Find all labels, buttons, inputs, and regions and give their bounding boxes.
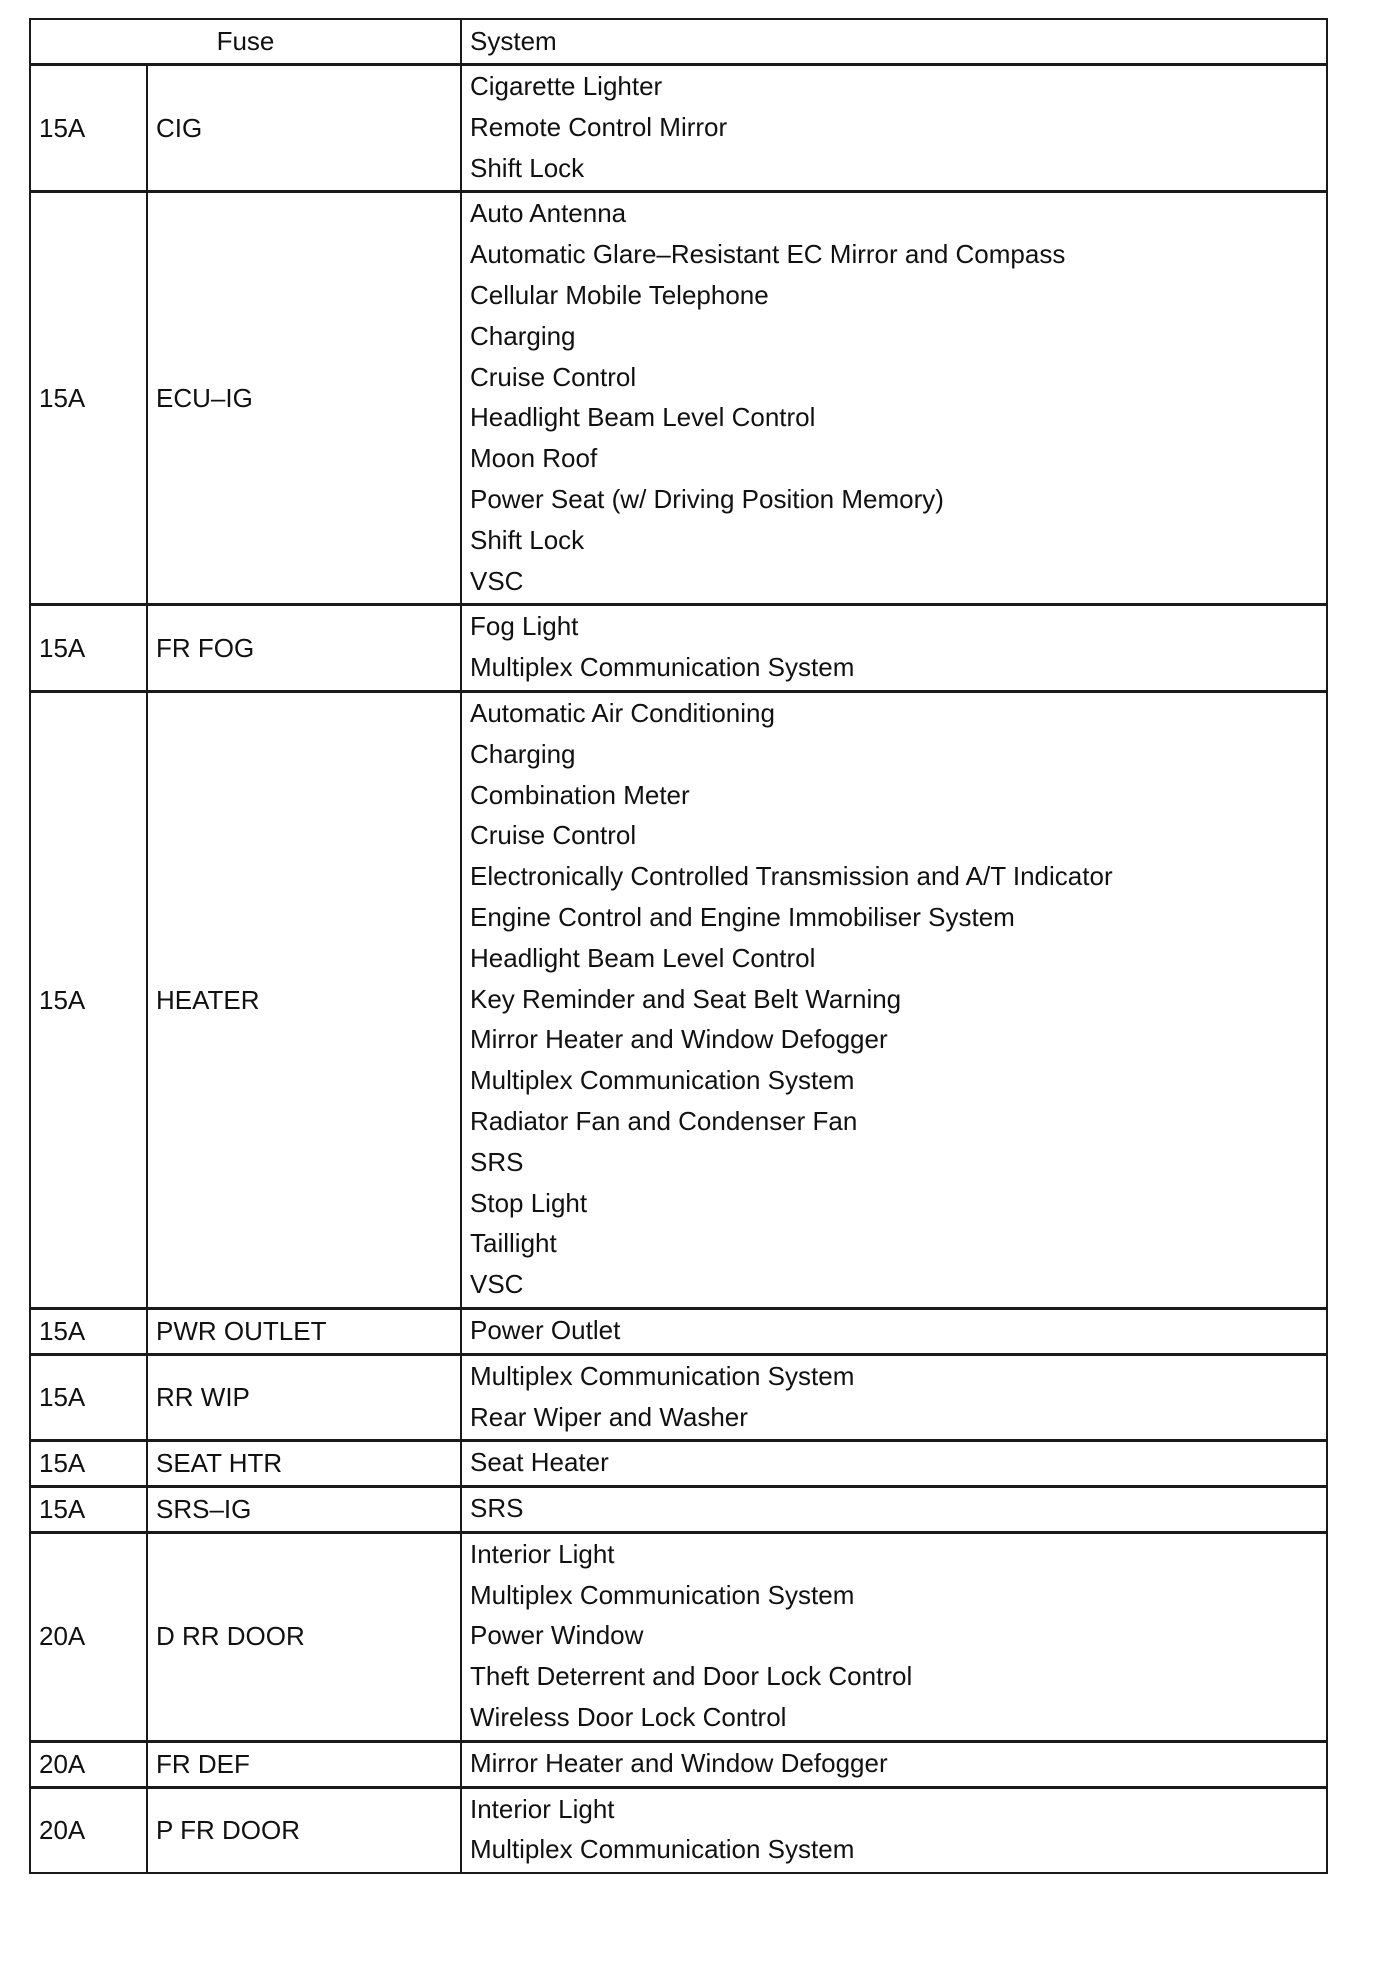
system-item: Electronically Controlled Transmission and A/T Indicator	[470, 861, 1113, 892]
fuse-name: SEAT HTR	[147, 1441, 461, 1487]
table-row	[30, 192, 1327, 605]
fuse-name: D RR DOOR	[147, 1532, 461, 1741]
table-row	[30, 1441, 1327, 1487]
system-item: Automatic Air Conditioning	[470, 697, 775, 728]
system-item: Remote Control Mirror	[470, 111, 728, 142]
table-row	[30, 1741, 1327, 1787]
system-item: Power Seat (w/ Driving Position Memory)	[470, 483, 944, 514]
system-item: Cruise Control	[470, 820, 637, 851]
system-item: VSC	[470, 565, 524, 596]
system-item: Cellular Mobile Telephone	[470, 279, 769, 310]
system-item: Key Reminder and Seat Belt Warning	[470, 983, 902, 1014]
system-item: Combination Meter	[470, 779, 690, 810]
table-body	[30, 65, 1327, 1874]
system-item: Interior Light	[470, 1793, 615, 1824]
table-row	[30, 691, 1327, 1308]
fuse-amperage: 20A	[30, 1532, 147, 1741]
system-item: Power Window	[470, 1620, 644, 1651]
system-item: Multiplex Communication System	[470, 1065, 855, 1096]
table-row	[30, 1354, 1327, 1441]
system-item: Multiplex Communication System	[470, 1834, 855, 1865]
fuse-amperage: 15A	[30, 1487, 147, 1533]
fuse-name: ECU–IG	[147, 192, 461, 605]
system-item: Mirror Heater and Window Defogger	[470, 1747, 888, 1778]
table-row	[30, 605, 1327, 692]
fuse-systems	[461, 1308, 1327, 1354]
system-item: Moon Roof	[470, 443, 598, 474]
fuse-name: PWR OUTLET	[147, 1308, 461, 1354]
system-item: Charging	[470, 320, 576, 351]
fuse-amperage: 15A	[30, 691, 147, 1308]
fuse-name: FR DEF	[147, 1741, 461, 1787]
fuse-amperage: 15A	[30, 1441, 147, 1487]
table-header	[30, 19, 1327, 65]
fuse-amperage: 20A	[30, 1741, 147, 1787]
system-item: Stop Light	[470, 1187, 588, 1218]
fuse-systems	[461, 605, 1327, 692]
fuse-amperage: 15A	[30, 1308, 147, 1354]
system-column-header: System	[461, 19, 1327, 65]
table-row	[30, 1532, 1327, 1741]
fuse-amperage: 15A	[30, 1354, 147, 1441]
system-item: Power Outlet	[470, 1314, 621, 1345]
system-item: Taillight	[470, 1228, 557, 1259]
fuse-systems	[461, 1741, 1327, 1787]
system-item: Headlight Beam Level Control	[470, 942, 816, 973]
system-item: Radiator Fan and Condenser Fan	[470, 1105, 858, 1136]
fuse-name: CIG	[147, 65, 461, 192]
fuse-systems	[461, 192, 1327, 605]
table-row	[30, 1308, 1327, 1354]
system-item: Wireless Door Lock Control	[470, 1702, 787, 1733]
system-item: VSC	[470, 1269, 524, 1300]
fuse-systems	[461, 1787, 1327, 1873]
system-item: Seat Heater	[470, 1447, 609, 1478]
fuse-column-header: Fuse	[30, 19, 461, 65]
system-item: Multiplex Communication System	[470, 1579, 855, 1610]
fuse-systems	[461, 691, 1327, 1308]
system-item: Shift Lock	[470, 152, 585, 183]
system-item: Multiplex Communication System	[470, 1360, 855, 1391]
fuse-amperage: 15A	[30, 192, 147, 605]
table-row	[30, 1487, 1327, 1533]
system-item: Cruise Control	[470, 361, 637, 392]
system-item: Multiplex Communication System	[470, 652, 855, 683]
system-item: Mirror Heater and Window Defogger	[470, 1024, 888, 1055]
fuse-systems	[461, 65, 1327, 192]
system-item: Headlight Beam Level Control	[470, 402, 816, 433]
header-row	[30, 19, 1327, 65]
fuse-systems	[461, 1487, 1327, 1533]
system-item: Rear Wiper and Washer	[470, 1401, 748, 1432]
table-row	[30, 1787, 1327, 1873]
system-item: SRS	[470, 1493, 524, 1524]
system-item: Theft Deterrent and Door Lock Control	[470, 1661, 913, 1692]
system-item: Shift Lock	[470, 524, 585, 555]
system-item: SRS	[470, 1146, 524, 1177]
fuse-systems	[461, 1354, 1327, 1441]
fuse-amperage: 20A	[30, 1787, 147, 1873]
fuse-name: SRS–IG	[147, 1487, 461, 1533]
system-item: Cigarette Lighter	[470, 71, 663, 101]
fuse-amperage: 15A	[30, 605, 147, 692]
fuse-name: RR WIP	[147, 1354, 461, 1441]
fuse-name: P FR DOOR	[147, 1787, 461, 1873]
table-row	[30, 65, 1327, 192]
system-item: Interior Light	[470, 1538, 615, 1569]
fuse-systems	[461, 1532, 1327, 1741]
system-item: Automatic Glare–Resistant EC Mirror and Compass	[470, 239, 1066, 270]
system-item: Auto Antenna	[470, 198, 627, 229]
fuse-systems	[461, 1441, 1327, 1487]
fuse-amperage: 15A	[30, 65, 147, 192]
fuse-table	[29, 18, 1328, 1874]
system-item: Fog Light	[470, 611, 579, 642]
system-item: Engine Control and Engine Immobiliser System	[470, 901, 1015, 932]
system-item: Charging	[470, 738, 576, 769]
fuse-name: HEATER	[147, 691, 461, 1308]
fuse-name: FR FOG	[147, 605, 461, 692]
